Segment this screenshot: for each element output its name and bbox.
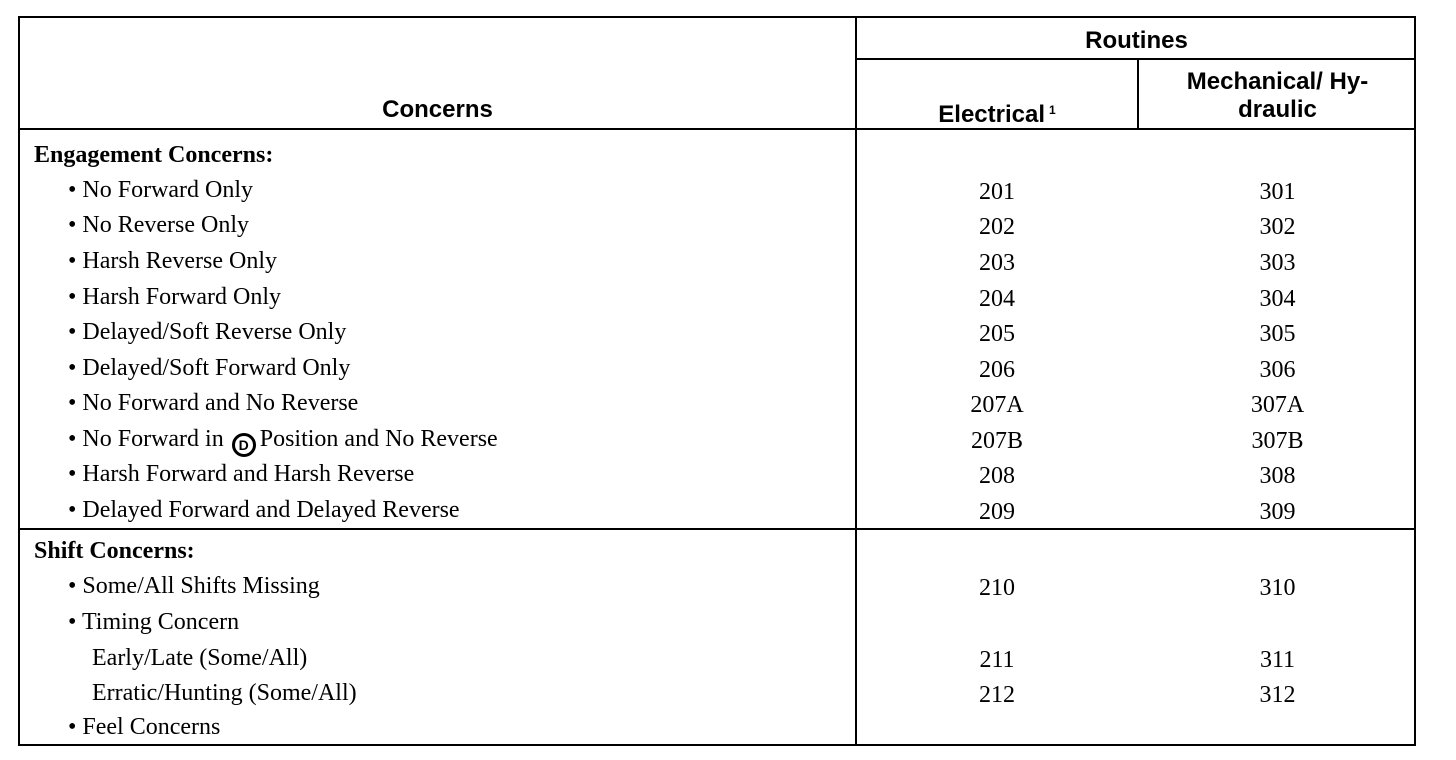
row-mechanical: 303 xyxy=(1259,250,1296,276)
routines-underline xyxy=(855,58,1416,60)
row-label-pre: • No Forward in xyxy=(68,426,224,452)
row-electrical: 210 xyxy=(979,575,1015,601)
row-label: • Delayed/Soft Forward Only xyxy=(68,355,351,381)
row-mechanical: 307A xyxy=(1250,392,1305,418)
header-bottom-rule xyxy=(18,128,1416,130)
row-label: • Harsh Forward and Harsh Reverse xyxy=(68,461,415,487)
header-mech-line1: Mechanical/ Hy- xyxy=(1186,68,1369,95)
row-label: • Timing Concern xyxy=(68,609,240,635)
row-mechanical: 305 xyxy=(1259,321,1296,347)
row-label: • Delayed Forward and Delayed Reverse xyxy=(68,497,460,523)
section-divider xyxy=(18,528,1416,530)
header-mechanical-hydraulic xyxy=(1139,68,1416,124)
row-electrical: 207B xyxy=(970,428,1023,454)
row-electrical: 209 xyxy=(979,499,1015,525)
row-mechanical: 306 xyxy=(1259,357,1296,383)
row-electrical: 208 xyxy=(979,463,1015,489)
row-mechanical: 309 xyxy=(1259,499,1296,525)
row-label-post: Position and No Reverse xyxy=(259,426,498,452)
row-mechanical: 310 xyxy=(1259,575,1296,601)
drive-position-icon: D xyxy=(232,433,256,457)
row-label-with-d-icon xyxy=(68,425,498,457)
row-electrical: 206 xyxy=(979,357,1015,383)
header-electrical-label: Electrical xyxy=(938,101,1046,128)
header-mech-line2: draulic xyxy=(1238,96,1317,123)
row-electrical: 207A xyxy=(970,392,1024,418)
row-label: • Feel Concerns xyxy=(68,714,221,740)
row-electrical: 203 xyxy=(979,250,1015,276)
header-routines: Routines xyxy=(1085,27,1188,54)
section-title-engagement: Engagement Concerns: xyxy=(34,142,274,168)
row-label: • Some/All Shifts Missing xyxy=(68,573,320,599)
row-label: • No Forward Only xyxy=(68,177,254,203)
row-label: • Delayed/Soft Reverse Only xyxy=(68,319,347,345)
row-electrical: 201 xyxy=(979,179,1015,205)
header-electrical xyxy=(857,96,1137,129)
header-electrical-footnote: 1 xyxy=(1049,103,1056,117)
row-label: • No Reverse Only xyxy=(68,212,250,238)
row-label: Early/Late (Some/All) xyxy=(92,645,308,671)
row-mechanical: 302 xyxy=(1259,214,1296,240)
row-electrical: 202 xyxy=(979,214,1015,240)
row-electrical: 212 xyxy=(979,682,1015,708)
row-mechanical: 304 xyxy=(1259,286,1296,312)
row-mechanical: 301 xyxy=(1259,179,1296,205)
header-concerns: Concerns xyxy=(382,96,493,123)
row-electrical: 204 xyxy=(979,286,1015,312)
row-mechanical: 311 xyxy=(1259,647,1296,673)
row-electrical: 205 xyxy=(979,321,1015,347)
row-mechanical: 307B xyxy=(1251,428,1304,454)
section-title-shift: Shift Concerns: xyxy=(34,538,195,564)
row-mechanical: 312 xyxy=(1259,682,1296,708)
row-label: • Harsh Forward Only xyxy=(68,284,282,310)
row-label: Erratic/Hunting (Some/All) xyxy=(92,680,357,706)
row-label: • Harsh Reverse Only xyxy=(68,248,278,274)
row-label: • No Forward and No Reverse xyxy=(68,390,359,416)
row-electrical: 211 xyxy=(979,647,1015,673)
row-mechanical: 308 xyxy=(1259,463,1296,489)
